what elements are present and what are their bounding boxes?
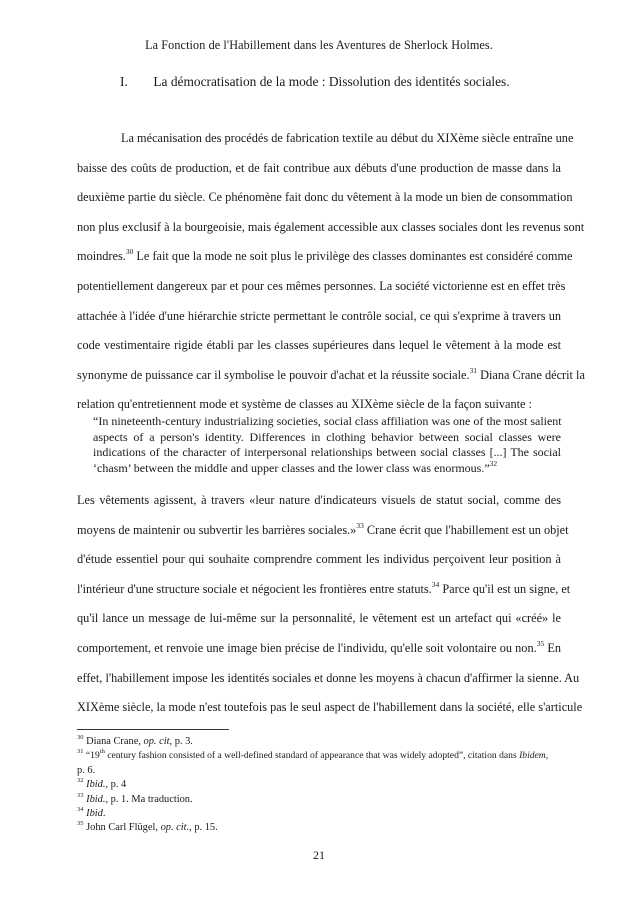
quote-line: aspects of a person's identity. Differences in clothing behavior between social classes were [93, 429, 561, 444]
footnotes [77, 735, 563, 836]
text-line: code vestimentaire rigide établi par les classes supérieures dans lequel le vêtement à la mode est [77, 338, 561, 353]
footnote-number: 33 [77, 791, 84, 799]
text-run: Crane écrit que l'habillement est un objet [363, 522, 569, 537]
text-run: ‘chasm’ between the middle and upper classes and the lower class was enormous.” [93, 460, 490, 475]
footnote-31-continued: p. 6. [77, 764, 96, 776]
text-run: Le fait que la mode ne soit plus le privilège des classes dominantes est considéré comme [133, 249, 573, 264]
text-line: non plus exclusif à la bourgeoisie, mais également accessible aux classes sociales dont les revenus sont [77, 219, 585, 234]
quote-line: indications of the character of interpersonal relationships between social classes [...] The social [93, 445, 561, 459]
section-number: I. [120, 74, 128, 89]
text-line: baisse des coûts de production, et de fait contribue aux débuts d'une production de masse dans la [77, 160, 561, 175]
footnote-number: 34 [77, 806, 84, 814]
text-line: La mécanisation des procédés de fabrication textile au début du XIXème siècle entraîne une [121, 131, 574, 145]
footnote-ref-30: 30 [125, 247, 134, 257]
footnote-number: 35 [77, 820, 84, 828]
text-line: qu'il lance un message de lui-même sur la personnalité, le vêtement est un artefact qui «créé» le [77, 611, 561, 626]
text-line [77, 634, 561, 664]
text-line: d'étude essentiel pour qui souhaite comprendre comment les individus perçoivent leur position à [77, 552, 561, 567]
superscript: th [99, 748, 105, 756]
text-line [77, 361, 585, 391]
footnote-italic: op. cit [143, 736, 170, 747]
text-line: Les vêtements agissent, à travers «leur nature d'indicateurs visuels de statut social, comme des [77, 493, 561, 507]
footnote-italic: Ibid [86, 808, 103, 820]
footnote-ref-35: 35 [536, 638, 545, 648]
quote-line: “In nineteenth-century industrializing societies, social class affiliation was one of the most salient [93, 414, 562, 428]
footnote-33 [77, 793, 563, 807]
text-run: moyens de maintenir ou subvertir les barrières sociales.» [77, 522, 357, 537]
text-run: moindres. [77, 249, 126, 264]
footnote-number: 31 [77, 748, 84, 756]
footnote-text: John Carl Flügel, [83, 822, 161, 834]
footnote-italic: op. cit. [160, 822, 190, 834]
text-line: relation qu'entretiennent mode et système de classes au XIXème siècle de la façon suivante : [77, 397, 532, 412]
block-quote [93, 414, 561, 476]
footnote-ref-32: 32 [489, 458, 498, 468]
footnote-text: , p. 4 [105, 779, 127, 791]
footnote-text: , p. 15. [189, 822, 218, 834]
footnote-35 [77, 821, 563, 835]
text-run: l'intérieur d'une structure sociale et négocient les frontières entre statuts. [77, 581, 432, 596]
footnote-text: century fashion consisted of a well-defined standard of appearance that was widely adopted”, citation dans [104, 750, 520, 762]
footnote-number: 30 [77, 734, 84, 741]
text-line: attachée à l'idée d'une hiérarchie stricte permettant le contrôle social, ce qui s'exprime à travers un [77, 308, 561, 323]
footnote-text: “19 [83, 750, 100, 762]
footnote-34 [77, 807, 563, 821]
footnote-ref-31: 31 [469, 365, 478, 375]
text-line [77, 242, 573, 272]
footnote-ref-33: 33 [356, 520, 364, 530]
text-run: synonyme de puissance car il symbolise le pouvoir d'achat et la réussite sociale. [77, 367, 470, 382]
text-run: Diana Crane décrit la [477, 367, 585, 382]
footnote-ref-34: 34 [431, 579, 440, 589]
footnote-text: , p. 3. [169, 736, 193, 747]
footnote-32 [77, 778, 563, 792]
footnote-italic: Ibidem [519, 750, 546, 762]
footnote-30 [77, 735, 563, 749]
text-line [77, 575, 571, 605]
quote-line [93, 458, 561, 477]
text-line: effet, l'habillement impose les identités sociales et donne les moyens à chacun d'affirmer la sienne. Au [77, 670, 580, 685]
footnote-text: , [545, 750, 549, 762]
footnote-italic: Ibid. [86, 793, 106, 805]
text-run: Parce qu'il est un signe, et [439, 581, 571, 596]
footnote-text: , p. 1. Ma traduction. [105, 793, 193, 805]
footnote-text: Diana Crane, [83, 736, 144, 747]
running-header: La Fonction de l'Habillement dans les Aventures de Sherlock Holmes. [145, 38, 493, 52]
footnote-separator [77, 729, 229, 730]
paragraph-2 [77, 486, 583, 723]
footnote-italic: Ibid. [86, 779, 106, 791]
section-heading [120, 74, 580, 90]
paragraph-1 [77, 124, 585, 420]
page-number: 21 [313, 848, 325, 862]
text-line [77, 516, 569, 546]
text-line: XIXème siècle, la mode n'est toutefois pas le seul aspect de l'habillement dans la société, elle s'articule [77, 700, 583, 715]
text-line: deuxième partie du siècle. Ce phénomène fait donc du vêtement à la mode un bien de consommation [77, 190, 573, 205]
footnote-number: 32 [77, 777, 84, 785]
section-title: La démocratisation de la mode : Dissolution des identités sociales. [153, 74, 510, 89]
text-line: potentiellement dangereux par et pour ces mêmes personnes. La société victorienne est en effet très [77, 278, 566, 293]
footnote-text: . [102, 808, 106, 820]
text-run: comportement, et renvoie une image bien précise de l'individu, qu'elle soit volontaire ou non. [77, 640, 537, 655]
text-run: En [544, 640, 562, 655]
footnote-31 [77, 749, 563, 763]
